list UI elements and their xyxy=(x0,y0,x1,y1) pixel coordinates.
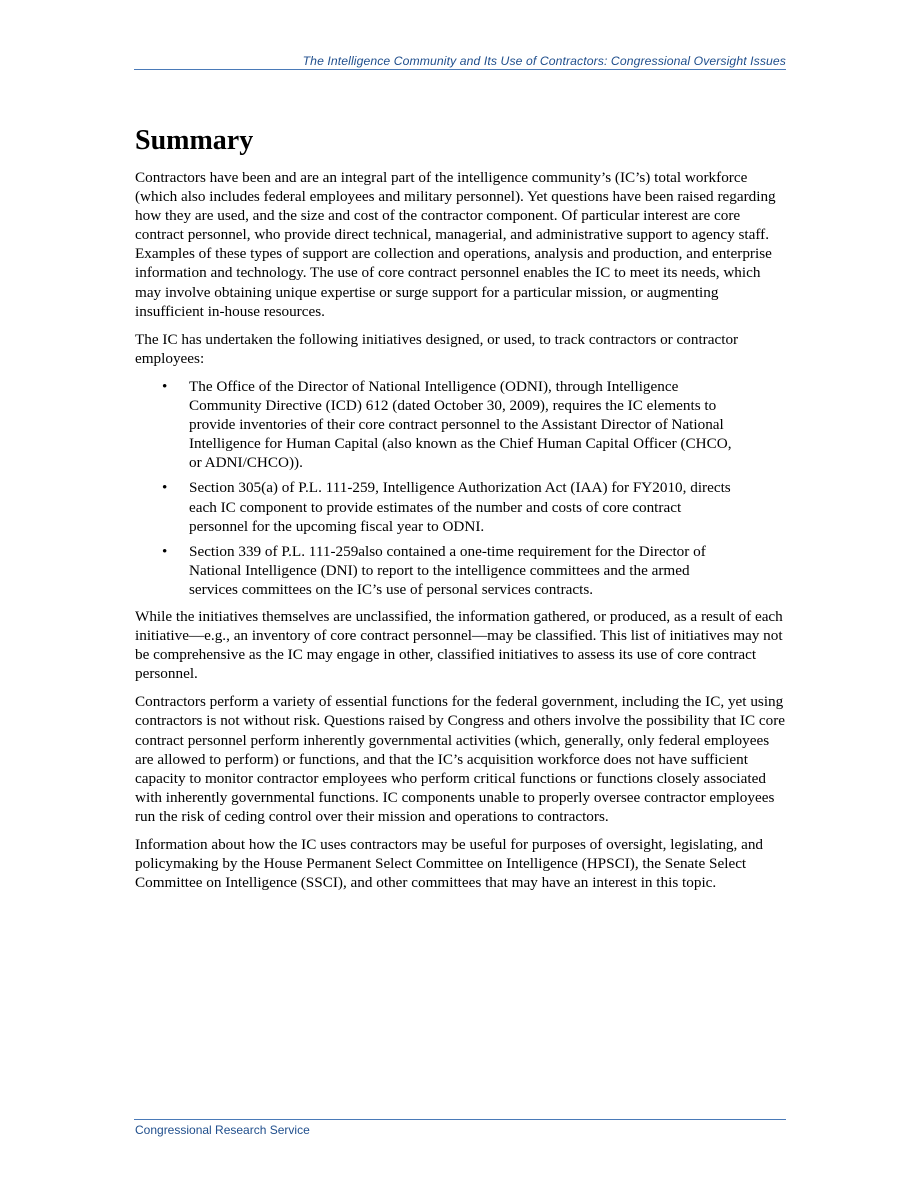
list-item xyxy=(162,542,787,599)
section-title: Summary xyxy=(135,125,254,156)
document-body xyxy=(135,123,787,901)
list-item-text: The Office of the Director of National Intelligence (ODNI), through Intelligence Community Directive (ICD) 612 (dated October 30, 2009), requires the IC elements to provide inventories of their core contract personnel to the Assistant Director of National Intelligence for Human Capital (also known as the Chief Human Capital Officer (CHCO, or ADNI/CHCO)). xyxy=(189,377,732,472)
list-item-text: Section 305(a) of P.L. 111-259, Intelligence Authorization Act (IAA) for FY2010, directs each IC component to provide estimates of the number and costs of core contract personnel for the upcoming fiscal year to ODNI. xyxy=(189,479,731,535)
paragraph-classification: While the initiatives themselves are unclassified, the information gathered, or produced, as a result of each initiative—e.g., an inventory of core contract personnel—may be classified. This list of initiatives may not be comprehensive as the IC may engage in other, classified initiatives to assess its use of core contract personnel. xyxy=(135,607,783,683)
bullet-icon: • xyxy=(162,542,168,560)
bullet-icon: • xyxy=(162,377,168,395)
footer-publisher: Congressional Research Service xyxy=(135,1123,310,1137)
header-rule xyxy=(134,69,786,70)
list-item-text: Section 339 of P.L. 111-259also contained a one-time requirement for the Director of National Intelligence (DNI) to report to the intelligence committees and the armed services committees on the IC’s use of personal services contracts. xyxy=(189,542,706,598)
paragraph-risks: Contractors perform a variety of essential functions for the federal government, including the IC, yet using contractors is not without risk. Questions raised by Congress and others involve the possibility that IC core contract personnel perform inherently governmental activities (which, generally, only federal employees are allowed to perform) or functions, and that the IC’s acquisition workforce does not have sufficient capacity to monitor contractor employees who perform critical functions or functions closely associated with inherently governmental functions. IC components unable to properly oversee contractor employees run the risk of ceding control over their mission and operations to contractors. xyxy=(135,693,786,825)
running-header-title: The Intelligence Community and Its Use of Contractors: Congressional Oversight Issues xyxy=(302,54,786,68)
paragraph-intro: Contractors have been and are an integral part of the intelligence community’s (IC’s) total workforce (which also includes federal employees and military personnel). Yet questions have been raised regarding how they are used, and the size and cost of the contractor component. Of particular interest are core contract personnel, who provide direct technical, managerial, and administrative support to agency staff. Examples of these types of support are collection and operations, analysis and production, and enterprise information and technology. The use of core contract personnel enables the IC to meet its needs, which may involve obtaining unique expertise or surge support for a particular mission, or augmenting insufficient in-house resources. xyxy=(135,169,776,320)
list-item xyxy=(162,377,787,472)
bullet-icon: • xyxy=(162,479,168,497)
footer-rule xyxy=(134,1119,786,1120)
paragraph-initiatives-lead: The IC has undertaken the following initiatives designed, or used, to track contractors or contractor employees: xyxy=(135,330,739,367)
paragraph-oversight: Information about how the IC uses contractors may be useful for purposes of oversight, legislating, and policymaking by the House Permanent Select Committee on Intelligence (HPSCI), the Senate Select Committee on Intelligence (SSCI), and other committees that may have an interest in this topic. xyxy=(135,836,764,892)
initiatives-list xyxy=(135,377,787,599)
list-item xyxy=(162,478,787,535)
